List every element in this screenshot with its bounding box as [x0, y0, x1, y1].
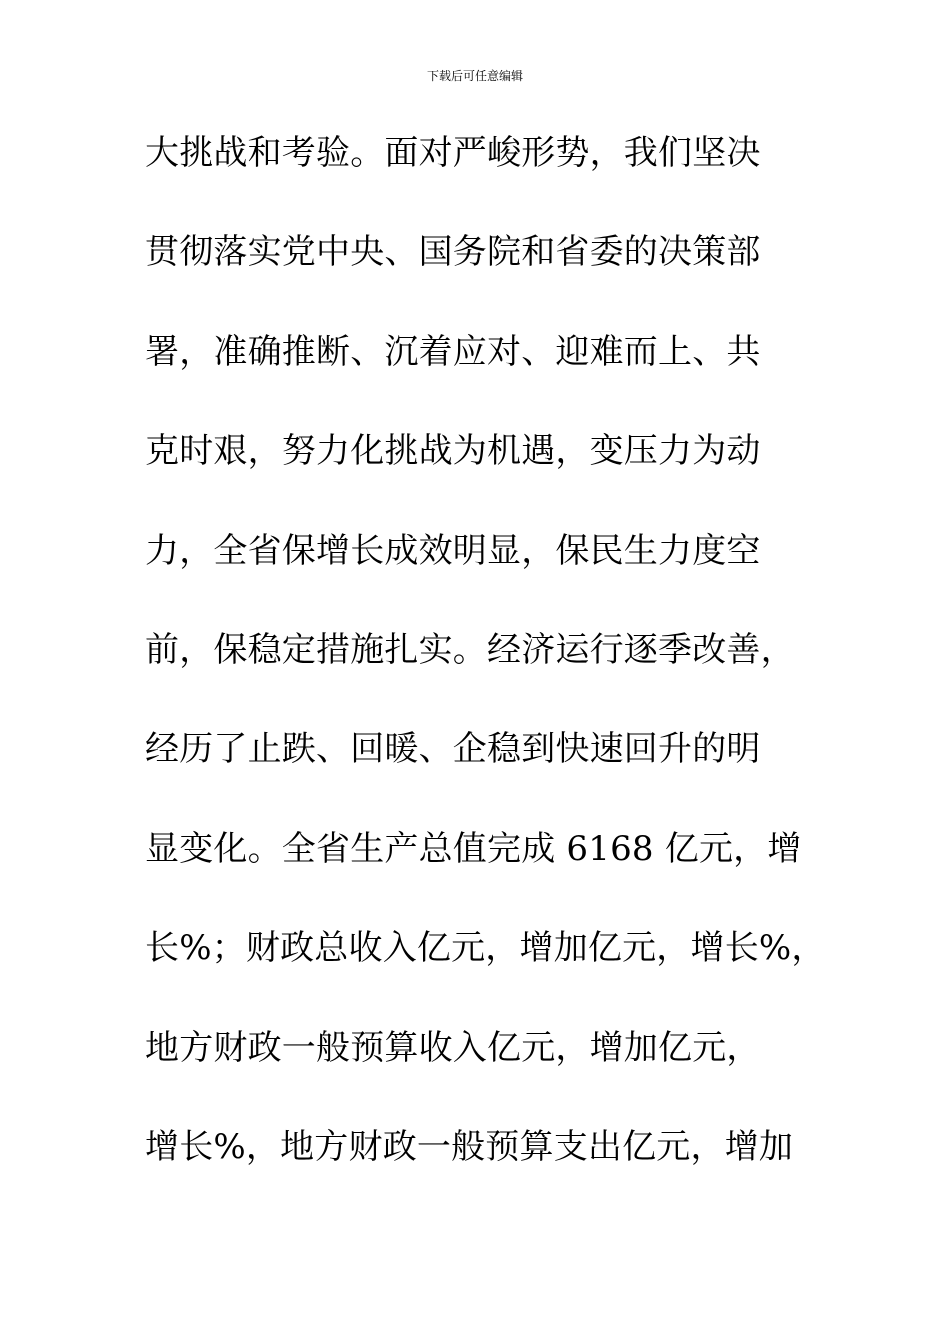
- text-line-2: 贯彻落实党中央、国务院和省委的决策部: [145, 232, 761, 273]
- text-line-7: 经历了止跌、回暖、企稳到快速回升的明: [145, 729, 761, 770]
- text-line-8: 显变化。全省生产总值完成 6168 亿元，增: [145, 828, 802, 869]
- text-line-11: 增长%，地方财政一般预算支出亿元，增加: [145, 1126, 794, 1167]
- text-line-1: 大挑战和考验。面对严峻形势，我们坚决: [145, 133, 761, 173]
- text-line-9: 长%；财政总收入亿元，增加亿元，增长%，: [145, 928, 826, 969]
- text-line-6: 前，保稳定措施扎实。经济运行逐季改善，: [145, 629, 795, 670]
- text-line-10: 地方财政一般预算收入亿元，增加亿元，: [145, 1027, 761, 1068]
- body-text: [145, 127, 826, 1220]
- text-line-5: 力，全省保增长成效明显，保民生力度空: [145, 530, 761, 571]
- text-line-4: 克时艰，努力化挑战为机遇，变压力为动: [145, 431, 761, 472]
- text-line-3: 署，准确推断、沉着应对、迎难而上、共: [145, 331, 761, 372]
- header-note: 下载后可任意编辑: [426, 69, 523, 83]
